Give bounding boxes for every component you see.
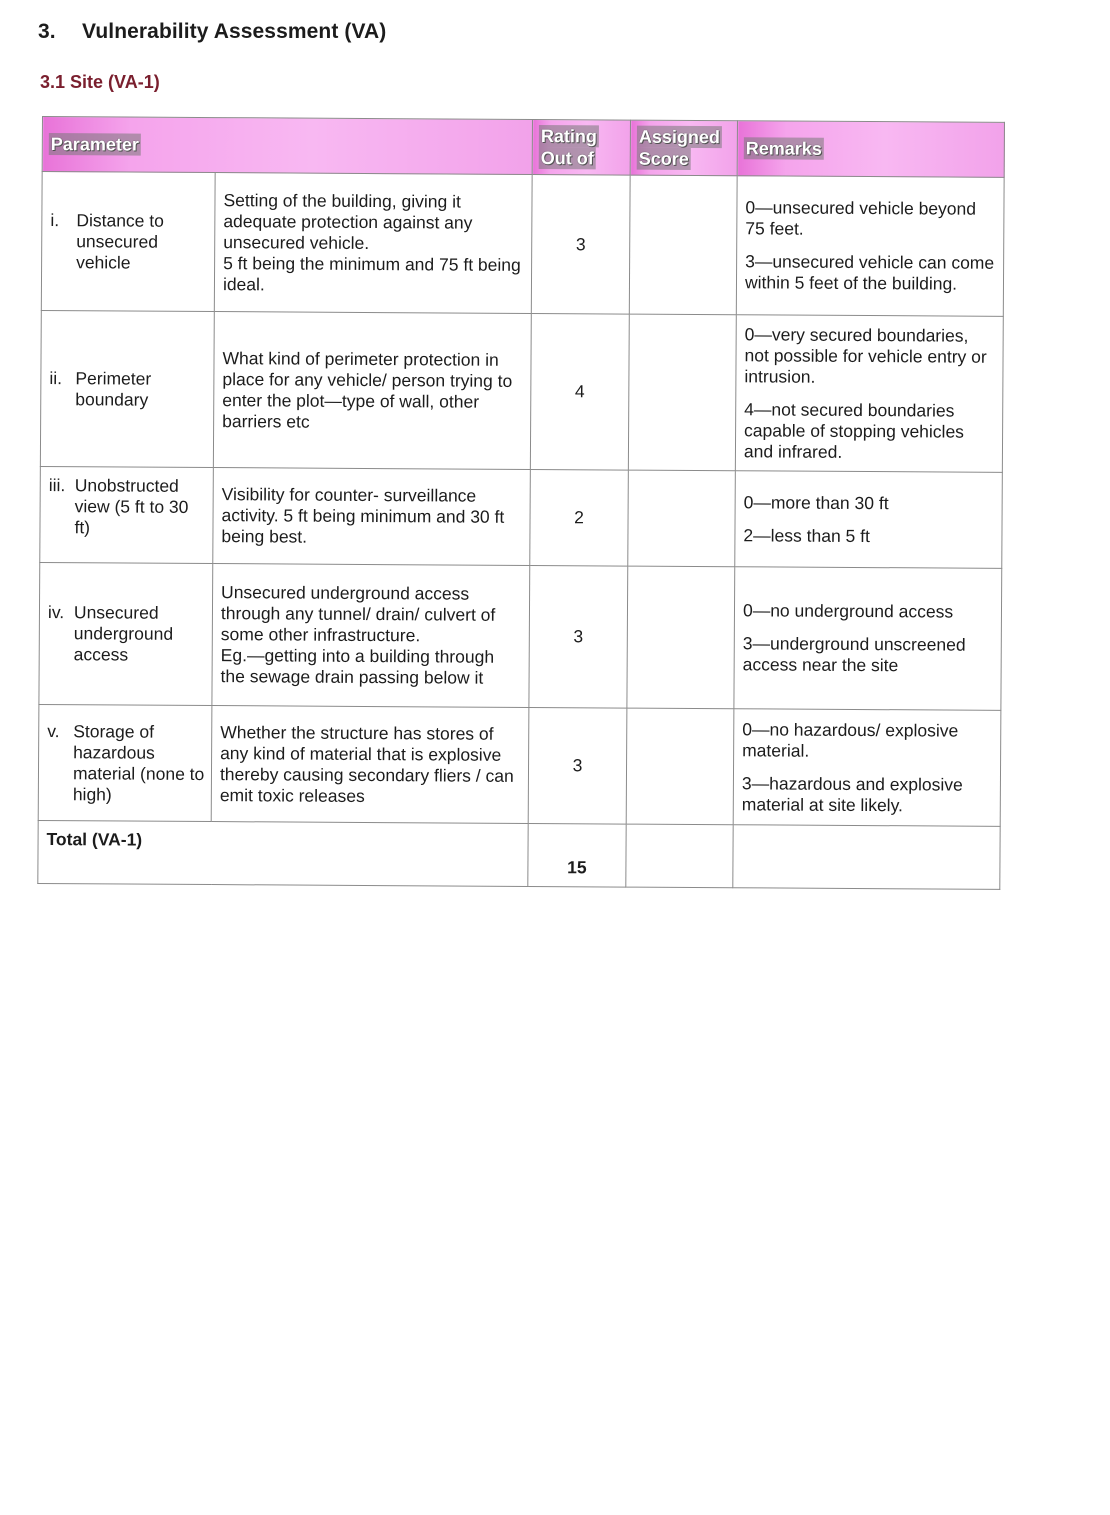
row-numeral: i.	[50, 209, 60, 230]
header-rating-line1: Rating	[539, 125, 599, 147]
assigned-score-cell	[629, 175, 737, 315]
remark-line: 0—no underground access	[742, 600, 954, 622]
remarks-cell	[736, 176, 1004, 317]
table-row	[40, 310, 1003, 472]
assigned-score-cell	[628, 314, 736, 471]
assigned-score-cell	[626, 708, 734, 825]
total-row	[38, 820, 1000, 889]
table-row	[39, 562, 1002, 710]
parameter-name: Perimeter boundary	[75, 367, 152, 410]
row-numeral: ii.	[49, 367, 63, 388]
description-text: Visibility for counter- surveillance activity. 5 ft being minimum and 30 ft being best.	[221, 484, 505, 547]
parameter-name: Unsecured underground access	[73, 602, 174, 665]
header-remarks-label: Remarks	[744, 137, 824, 159]
header-remarks	[737, 121, 1004, 178]
assigned-score-cell	[627, 566, 735, 709]
remarks-cell	[734, 567, 1002, 711]
description-text: Unsecured underground access through any tunnel/ drain/ culvert of some other infrastructure. Eg.—getting into a building through the sewage drain passing below it	[220, 582, 496, 688]
remark-line: 0—unsecured vehicle beyond 75 feet.	[745, 197, 977, 239]
description-cell	[211, 706, 529, 824]
header-parameter-label: Parameter	[49, 133, 141, 156]
remark-line: 0—no hazardous/ explosive material.	[742, 718, 959, 761]
row-numeral: iv.	[47, 602, 65, 623]
total-remarks-cell	[733, 825, 1000, 890]
total-assigned-cell	[626, 824, 733, 888]
table-row	[38, 704, 1001, 826]
header-assigned	[630, 120, 737, 176]
parameter-name: Unobstructed view (5 ft to 30 ft)	[74, 475, 189, 538]
description-cell	[213, 468, 531, 566]
header-assigned-line2: Score	[637, 148, 691, 170]
description-cell	[214, 173, 532, 314]
remarks-cell	[735, 471, 1003, 569]
rating-cell: 3	[529, 565, 628, 708]
parameter-cell	[41, 172, 215, 312]
parameter-cell	[40, 310, 214, 467]
section-title: Vulnerability Assessment (VA)	[82, 20, 387, 43]
assigned-score-cell	[628, 470, 736, 567]
rating-cell: 2	[530, 469, 629, 566]
table-row	[41, 172, 1004, 317]
total-label: Total (VA-1)	[38, 820, 528, 886]
description-cell	[212, 564, 530, 708]
remark-line: 3—underground unscreened access near the site	[742, 633, 966, 676]
remark-line: 3—unsecured vehicle can come within 5 feet of the building.	[744, 251, 995, 294]
header-rating	[532, 119, 630, 175]
vulnerability-assessment-table	[37, 116, 1005, 890]
remark-line: 4—not secured boundaries capable of stopping vehicles and infrared.	[743, 398, 965, 462]
remark-line: 0—more than 30 ft	[743, 491, 889, 513]
remarks-cell	[735, 315, 1003, 473]
rating-cell: 4	[530, 313, 629, 470]
description-text: Whether the structure has stores of any kind of material that is explosive thereby causing secondary fliers / can emit toxic releases	[219, 721, 514, 806]
remarks-cell	[733, 709, 1001, 827]
description-text: What kind of perimeter protection in place for any vehicle/ person trying to enter the plot—type of wall, other barriers etc	[222, 347, 513, 432]
header-parameter	[42, 117, 532, 175]
header-rating-line2: Out of	[539, 147, 596, 169]
remark-line: 3—hazardous and explosive material at site likely.	[741, 772, 963, 815]
remark-line: 0—very secured boundaries, not possible for vehicle entry or intrusion.	[744, 323, 987, 387]
parameter-cell	[39, 562, 213, 705]
row-numeral: iii.	[48, 475, 66, 496]
section-heading	[38, 20, 386, 44]
description-text: Setting of the building, giving it adequate protection against any unsecured vehicle. 5 ft being the minimum and 75 ft being ideal.	[222, 189, 521, 294]
table-row	[40, 466, 1003, 568]
parameter-name: Distance to unsecured vehicle	[76, 209, 164, 273]
description-cell	[213, 312, 531, 470]
parameter-name: Storage of hazardous material (none to high)	[72, 720, 205, 804]
parameter-cell	[38, 704, 212, 821]
section-number: 3.	[38, 20, 56, 43]
row-numeral: v.	[47, 720, 60, 741]
parameter-cell	[40, 466, 214, 563]
rating-cell: 3	[528, 707, 627, 824]
subsection-heading: 3.1 Site (VA-1)	[40, 72, 160, 92]
remark-line: 2—less than 5 ft	[743, 524, 870, 546]
header-assigned-line1: Assigned	[637, 126, 722, 149]
rating-cell: 3	[531, 174, 630, 314]
table-header-row	[42, 117, 1004, 178]
total-value: 15	[528, 823, 626, 887]
